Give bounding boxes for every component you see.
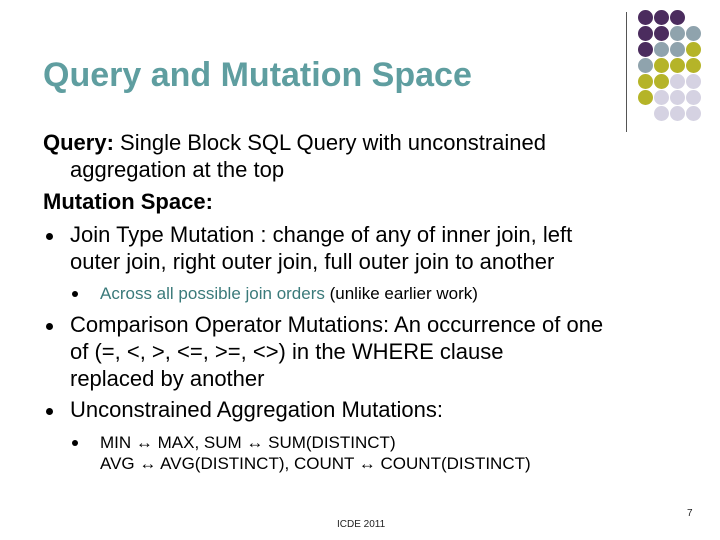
- sub-bullet-dot: [72, 440, 78, 446]
- decorative-dot: [638, 90, 653, 105]
- decorative-dot: [654, 42, 669, 57]
- decorative-dot: [670, 10, 685, 25]
- sub-bullet-join-orders: [100, 283, 478, 304]
- decorative-dot: [670, 90, 685, 105]
- decorative-dot: [654, 58, 669, 73]
- query-text: Single Block SQL Query with unconstrained: [113, 130, 546, 155]
- decorative-dot: [686, 74, 701, 89]
- aggregation-mapping-line1: MIN ↔ MAX, SUM ↔ SUM(DISTINCT): [100, 433, 396, 452]
- bullet-comparison-line1: Comparison Operator Mutations: An occurrence of one: [70, 312, 604, 337]
- decorative-dot: [670, 74, 685, 89]
- decorative-dot: [638, 42, 653, 57]
- decorative-dot: [686, 106, 701, 121]
- bullet-dot: [46, 408, 53, 415]
- bullet-comparison-line3: replaced by another: [70, 366, 265, 391]
- decorative-dot: [638, 58, 653, 73]
- decorative-dot: [638, 26, 653, 41]
- decorative-dot: [638, 10, 653, 25]
- decorative-dot: [654, 10, 669, 25]
- aggregation-mapping-line2: AVG ↔ AVG(DISTINCT), COUNT ↔ COUNT(DISTINCT): [100, 454, 531, 473]
- decorative-dot: [670, 42, 685, 57]
- decorative-dot: [686, 42, 701, 57]
- decorative-dot: [686, 10, 701, 25]
- decorative-dot-grid: [638, 10, 701, 121]
- page-number: 7: [687, 508, 693, 519]
- decorative-dot: [670, 26, 685, 41]
- decorative-dot: [638, 74, 653, 89]
- bullet-dot: [46, 323, 53, 330]
- bullet-comparison-line2: of (=, <, >, <=, >=, <>) in the WHERE clause: [70, 339, 504, 364]
- decorative-dot: [686, 26, 701, 41]
- join-orders-note: (unlike earlier work): [324, 284, 478, 303]
- query-label: Query:: [43, 130, 114, 155]
- decorative-dot: [654, 26, 669, 41]
- bullet-aggregation: Unconstrained Aggregation Mutations:: [70, 397, 444, 422]
- mutation-space-label: Mutation Space:: [43, 189, 213, 214]
- query-line: [43, 130, 546, 156]
- decorative-dot: [670, 58, 685, 73]
- sub-bullet-dot: [72, 291, 78, 297]
- join-orders-highlight: Across all possible join orders: [100, 284, 325, 303]
- decorative-dot: [638, 106, 653, 121]
- slide-title: Query and Mutation Space: [43, 56, 472, 94]
- bullet-join-line1: Join Type Mutation : change of any of inner join, left: [70, 222, 573, 247]
- decorative-dot: [654, 106, 669, 121]
- decorative-dot: [654, 74, 669, 89]
- bullet-join-line2: outer join, right outer join, full outer join to another: [70, 249, 555, 274]
- decorative-dot: [686, 58, 701, 73]
- decorative-dot: [686, 90, 701, 105]
- bullet-dot: [46, 233, 53, 240]
- decorative-dot: [670, 106, 685, 121]
- footer-text: ICDE 2011: [337, 519, 386, 530]
- decorative-divider-line: [626, 12, 627, 132]
- query-text-continued: aggregation at the top: [70, 157, 285, 182]
- decorative-dot: [654, 90, 669, 105]
